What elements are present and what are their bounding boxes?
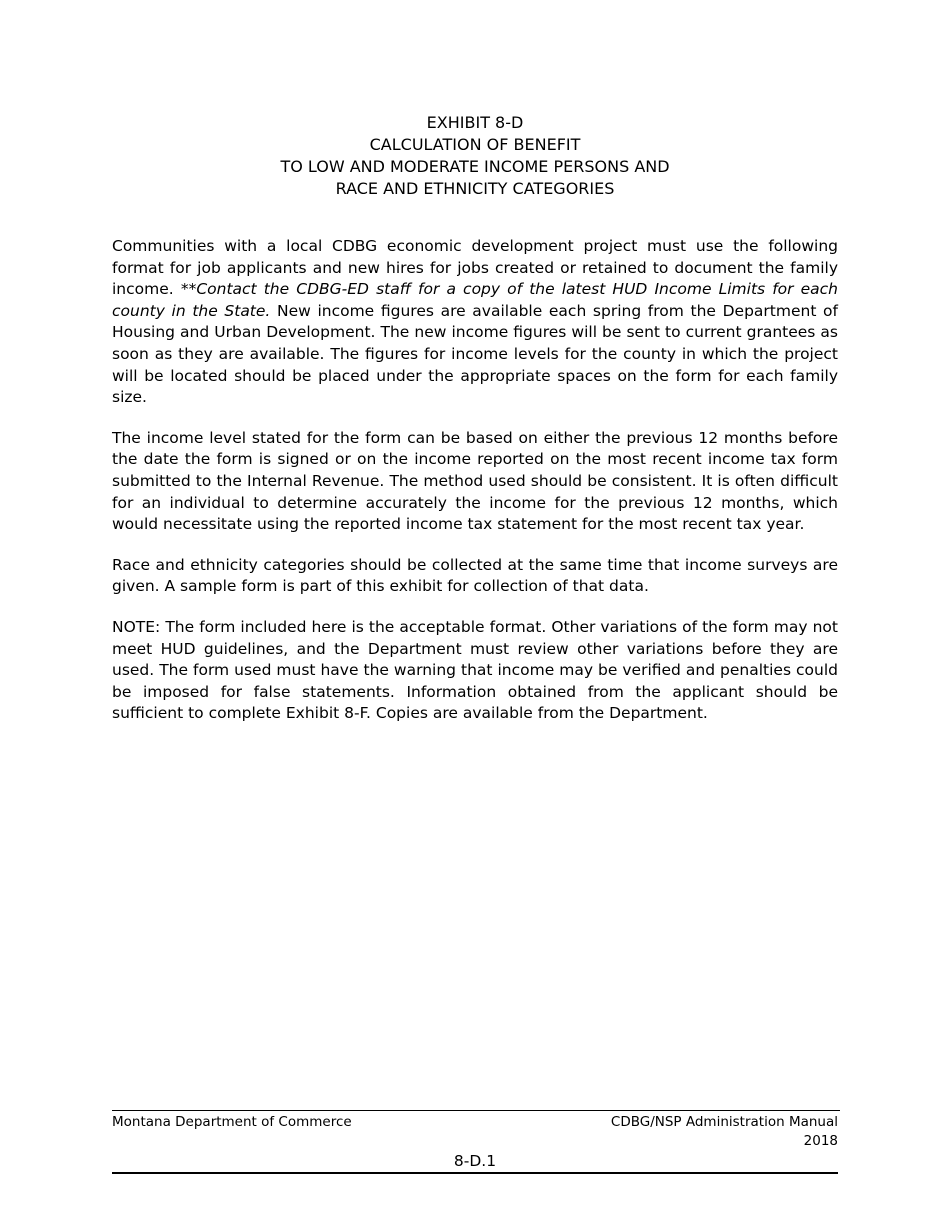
footer-organization: Montana Department of Commerce <box>112 1114 352 1130</box>
title-line-4: RACE AND ETHNICITY CATEGORIES <box>335 179 615 198</box>
footer-manual-title <box>611 1113 838 1151</box>
title-line-1: EXHIBIT 8-D <box>426 113 524 132</box>
paragraph-2: The income level stated for the form can be based on either the previous 12 months before the date the form is signed or on the income reported on the most recent income tax form submitted to the Internal Revenue. The method used should be consistent. It is often difficult for an individual to determine accurately the income for the previous 12 months, which would necessitate using the reported income tax statement for the most recent tax year. <box>112 428 838 534</box>
footer-top-rule <box>112 1110 840 1111</box>
paragraph-1 <box>112 236 838 409</box>
paragraph-3: Race and ethnicity categories should be collected at the same time that income surveys are given. A sample form is part of this exhibit for collection of that data. <box>112 555 838 596</box>
title-line-2: CALCULATION OF BENEFIT <box>369 135 581 154</box>
document-body <box>112 236 838 744</box>
title-line-3: TO LOW AND MODERATE INCOME PERSONS AND <box>280 157 670 176</box>
footer-bottom-rule <box>112 1172 838 1174</box>
paragraph-1-rest: New income figures are available each spring from the Department of Housing and Urban Development. The new income figures will be sent to current grantees as soon as they are available. The figures for income levels for the county in which the project will be located should be placed under the appropriate spaces on the form for each family size. <box>112 301 838 407</box>
footer-manual-name: CDBG/NSP Administration Manual <box>610 1114 838 1130</box>
paragraph-1-intro: Communities with a local CDBG economic development project must use the following format for job applicants and new hires for jobs created or retained to document the family income. <box>112 237 838 299</box>
exhibit-title <box>112 112 838 200</box>
page-number: 8-D.1 <box>453 1152 497 1170</box>
footer-manual-year: 2018 <box>803 1133 838 1149</box>
paragraph-1-emphasis: **Contact the CDBG-ED staff for a copy of the latest HUD Income Limits for each county in the State. <box>112 280 838 320</box>
paragraph-4: NOTE: The form included here is the acceptable format. Other variations of the form may not meet HUD guidelines, and the Department must review other variations before they are used. The form used must have the warning that income may be verified and penalties could be imposed for false statements. Information obtained from the applicant should be sufficient to complete Exhibit 8-F. Copies are available from the Department. <box>112 617 838 723</box>
